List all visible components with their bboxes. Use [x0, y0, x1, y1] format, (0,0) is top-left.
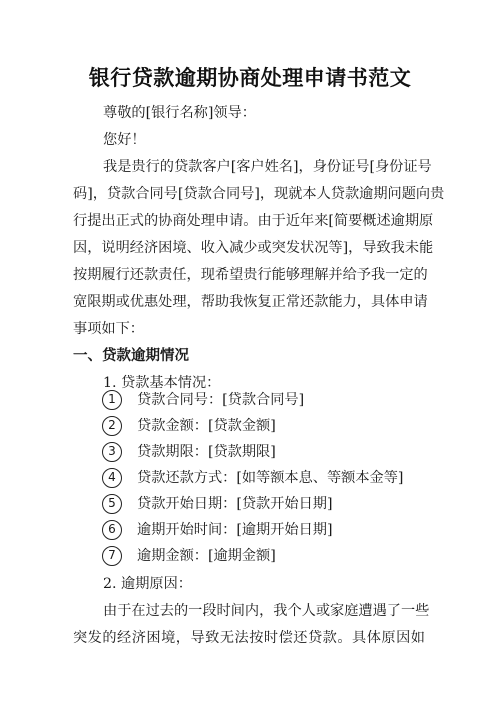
intro-line-3: 行提出正式的协商处理申请。由于近年来[简要概述逾期原	[73, 213, 434, 229]
loan-item-start-date: 贷款开始日期：[贷款开始日期]	[137, 496, 333, 512]
reason-line-2: 突发的经济困境，导致无法按时偿还贷款。具体原因如	[73, 630, 425, 646]
intro-line-6: 宽限期或优惠处理，帮助我恢复正常还款能力，具体申请	[73, 294, 428, 310]
reason-line-1: 由于在过去的一段时间内，我个人或家庭遭遇了一些	[103, 603, 430, 619]
greeting: 您好！	[103, 132, 146, 148]
intro-line-7: 事项如下：	[73, 321, 144, 337]
item-number-marker: 3	[102, 442, 122, 462]
intro-line-5: 按期履行还款责任，现希望贵行能够理解并给予我一定的	[73, 267, 428, 283]
item-number-marker: 5	[102, 494, 122, 514]
subsection-label-overdue-reason: 2. 逾期原因：	[103, 576, 192, 592]
item-number-marker: 6	[102, 520, 122, 540]
subsection-label-basic-info: 1. 贷款基本情况：	[103, 375, 221, 391]
loan-item-term: 贷款期限：[贷款期限]	[137, 444, 276, 460]
loan-item-amount: 贷款金额：[贷款金额]	[137, 418, 276, 434]
salutation: 尊敬的[银行名称]领导：	[103, 105, 256, 121]
intro-line-1: 我是贵行的贷款客户[客户姓名]，身份证号[身份证号	[103, 159, 432, 175]
loan-item-contract-number: 贷款合同号：[贷款合同号]	[137, 392, 305, 408]
document-title: 银行贷款逾期协商处理申请书范文	[88, 66, 412, 90]
item-number-marker: 4	[102, 468, 122, 488]
loan-item-repayment-method: 贷款还款方式：[如等额本息、等额本金等]	[137, 470, 404, 486]
item-number-marker: 2	[102, 416, 122, 436]
loan-item-overdue-start: 逾期开始时间：[逾期开始日期]	[137, 522, 333, 538]
intro-line-4: 因，说明经济困境、收入减少或突发状况等]，导致我未能	[73, 240, 434, 256]
intro-line-2: 码]，贷款合同号[贷款合同号]，现就本人贷款逾期问题向贵	[73, 186, 445, 202]
section-heading-overdue: 一、贷款逾期情况	[73, 348, 189, 364]
loan-item-overdue-amount: 逾期金额：[逾期金额]	[137, 548, 276, 564]
item-number-marker: 1	[102, 390, 122, 410]
item-number-marker: 7	[102, 546, 122, 566]
